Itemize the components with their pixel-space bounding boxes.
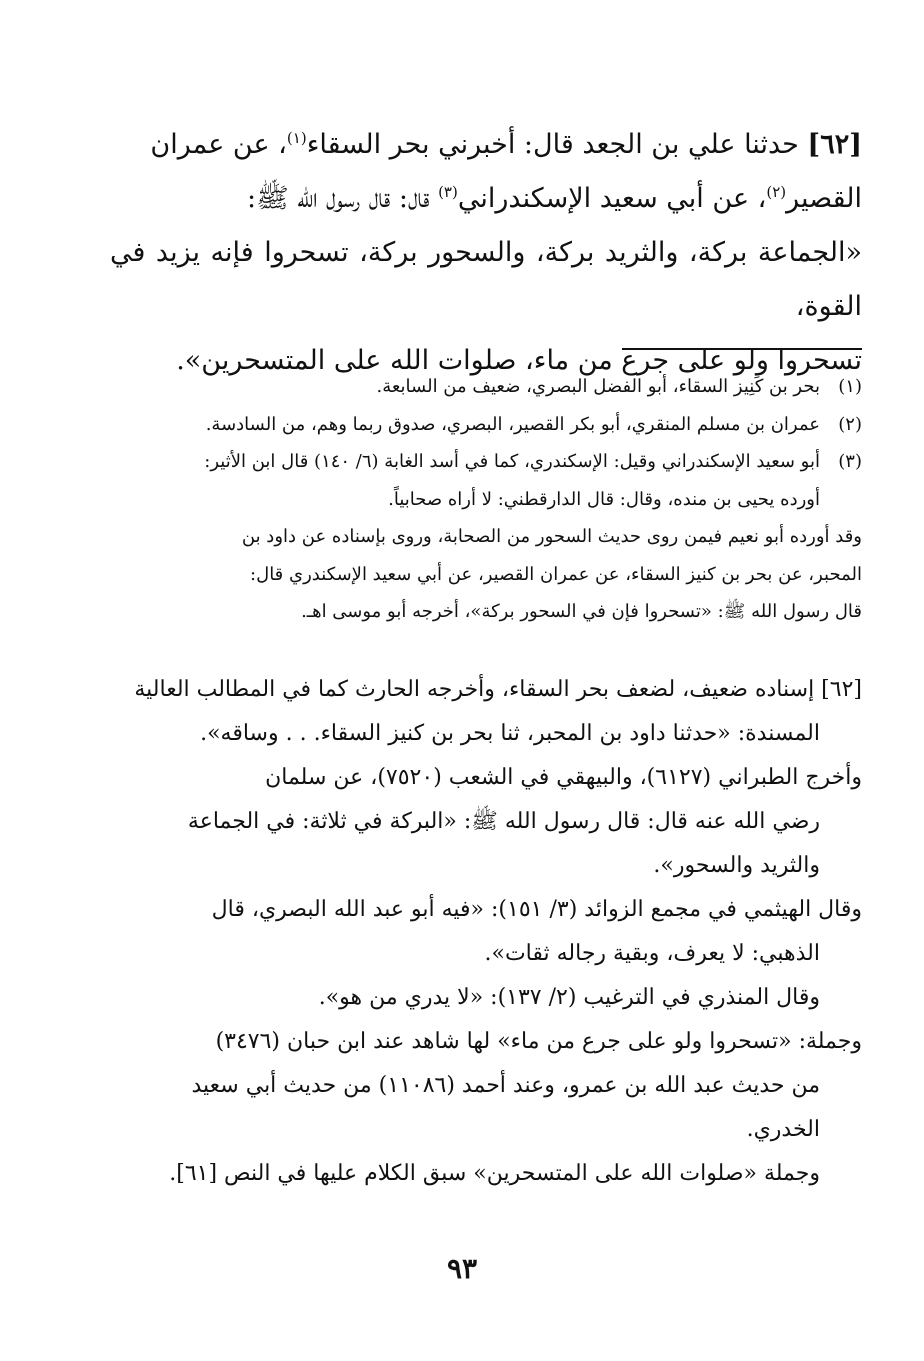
hadith-line bbox=[110, 226, 862, 334]
commentary-line: الخدري. bbox=[746, 1117, 820, 1142]
footnote-number: (٢) bbox=[838, 413, 862, 435]
hadith-text: تسحروا ولو على جرع من ماء، صلوات الله على المتسحرين». bbox=[176, 345, 862, 376]
footnote-text: عمران بن مسلم المنقري، أبو بكر القصير، البصري، صدوق ربما وهم، من السادسة. bbox=[205, 413, 820, 435]
footnote-text: قال رسول الله ﷺ: «تسحروا فإن في السحور بركة»، أخرجه أبو موسى اهـ. bbox=[301, 601, 862, 622]
page-number: ٩٣ bbox=[446, 1252, 478, 1285]
hadith-text: ، عن أبي سعيد الإسكندراني bbox=[457, 183, 767, 214]
hadith-line bbox=[110, 172, 862, 226]
commentary-line: وقال المنذري في الترغيب (٢/ ١٣٧): «لا يدري من هو». bbox=[318, 985, 820, 1010]
footnotes bbox=[110, 368, 862, 631]
footnote-divider bbox=[622, 348, 862, 350]
hadith-text: «الجماعة بركة، والثريد بركة، والسحور بركة، تسحروا فإنه يزيد في القوة، bbox=[110, 237, 862, 322]
footnote-number: (٣) bbox=[838, 451, 862, 472]
footnote-text: وقد أورده أبو نعيم فيمن روى حديث السحور من الصحابة، وروى بإسناده عن داود بن bbox=[241, 526, 862, 547]
hadith-line bbox=[110, 118, 862, 172]
commentary-line: وجملة: «تسحروا ولو على جرع من ماء» لها شاهد عند ابن حبان (٣٤٧٦) bbox=[215, 1029, 862, 1054]
commentary-line: رضي الله عنه قال: قال رسول الله ﷺ: «البركة في ثلاثة: في الجماعة bbox=[187, 809, 820, 834]
commentary-line: والثريد والسحور». bbox=[653, 853, 820, 878]
hadith-text: حدثنا علي بن الجعد قال: أخبرني بحر السقاء bbox=[306, 129, 808, 160]
commentary-line: من حديث عبد الله بن عمرو، وعند أحمد (١١٠٨٦) من حديث أبي سعيد bbox=[191, 1073, 820, 1098]
commentary-line: وأخرج الطبراني (٦١٢٧)، والبيهقي في الشعب (٧٥٢٠)، عن سلمان bbox=[265, 765, 862, 790]
footnote-text: أبو سعيد الإسكندراني وقيل: الإسكندري، كما في أسد الغابة (٦/ ١٤٠) قال ابن الأثير: bbox=[204, 451, 820, 472]
hadith-number: [٦٢] bbox=[807, 129, 862, 160]
footnote-ref: (١) bbox=[286, 129, 307, 147]
footnote-3 bbox=[110, 443, 862, 481]
hadith-text: القصير bbox=[786, 183, 862, 214]
footnote-text: بحر بن كَنِيز السقاء، أبو الفضل البصري، ضعيف من السابعة. bbox=[376, 376, 820, 397]
commentary-line: المسندة: «حدثنا داود بن المحبر، ثنا بحر بن كنيز السقاء. . . وساقه». bbox=[200, 721, 820, 746]
hadith-text: ، عن عمران bbox=[150, 129, 287, 160]
footnote-ref: (٣) bbox=[438, 183, 458, 201]
footnote-text: المحبر، عن بحر بن كنيز السقاء، عن عمران القصير، عن أبي سعيد الإسكندري قال: bbox=[250, 563, 862, 585]
footnote-2 bbox=[110, 406, 862, 444]
commentary-line: وقال الهيثمي في مجمع الزوائد (٣/ ١٥١): «فيه أبو عبد الله البصري، قال bbox=[211, 897, 862, 922]
footnote-text: أورده يحيى بن منده، وقال: قال الدارقطني: لا أراه صحابياً. bbox=[388, 488, 820, 510]
footnote-ref: (٢) bbox=[766, 183, 787, 201]
hadith-text: قال: قال رسول الله ﷺ: bbox=[247, 183, 439, 214]
footnote-number: (١) bbox=[838, 376, 862, 397]
commentary bbox=[110, 668, 862, 1196]
footnote-1 bbox=[110, 368, 862, 406]
commentary-line: وجملة «صلوات الله على المتسحرين» سبق الكلام عليها في النص [٦١]. bbox=[169, 1161, 820, 1186]
commentary-line: الذهبي: لا يعرف، وبقية رجاله ثقات». bbox=[484, 941, 820, 966]
commentary-line: [٦٢] إسناده ضعيف، لضعف بحر السقاء، وأخرجه الحارث كما في المطالب العالية bbox=[134, 677, 862, 702]
